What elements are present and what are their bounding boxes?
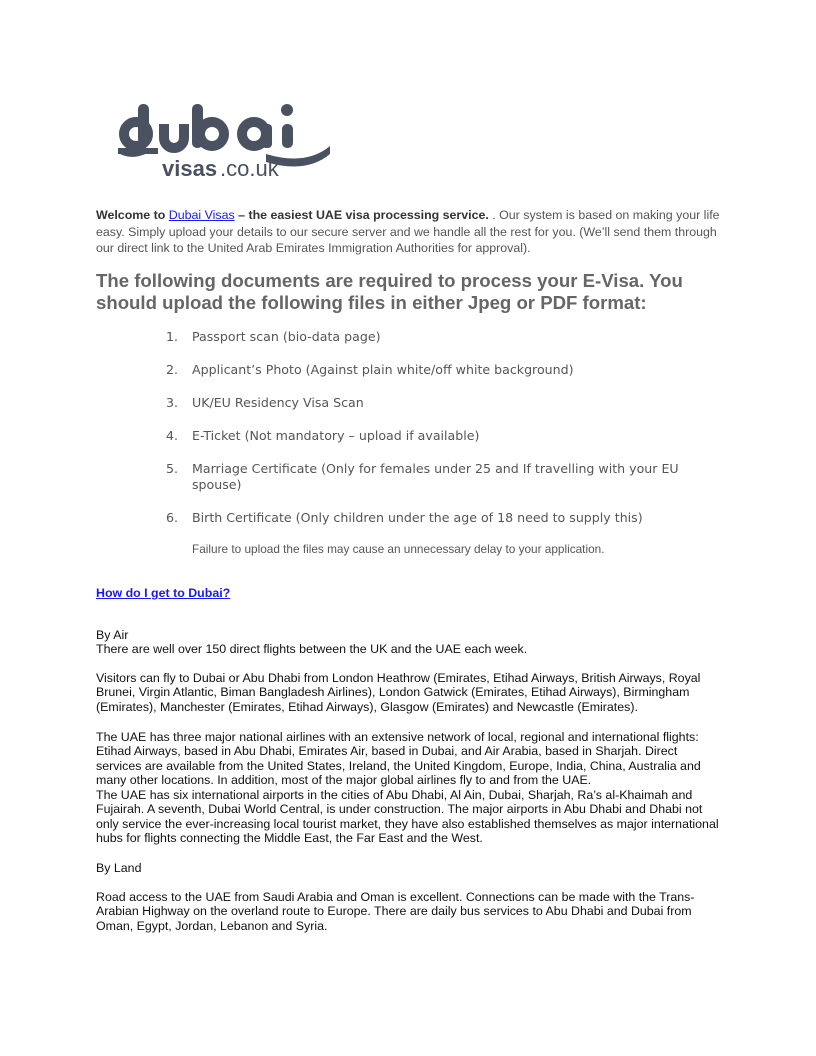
by-land-label: By Land	[96, 861, 142, 875]
by-air-paragraph-1: There are well over 150 direct flights between the UK and the UAE each week.	[96, 642, 528, 656]
list-item	[166, 510, 726, 526]
list-number: 4.	[166, 428, 179, 443]
list-item	[166, 461, 726, 492]
list-item	[166, 395, 726, 411]
by-air-label: By Air	[96, 628, 129, 642]
list-number: 5.	[166, 461, 179, 476]
logo-wordmark	[116, 96, 336, 182]
list-text: Passport scan (bio-data page)	[192, 329, 381, 344]
list-number: 2.	[166, 362, 179, 377]
documents-heading: The following documents are required to process your E-Visa. You should upload the following files in either Jpeg or PDF format:	[96, 270, 683, 313]
logo-tagline-rest: .co.uk	[220, 156, 279, 181]
how-do-i-get-to-dubai-link[interactable]: How do I get to Dubai?	[96, 586, 231, 600]
required-documents-list	[166, 329, 726, 543]
dubai-visas-link[interactable]: Dubai Visas	[168, 208, 235, 222]
intro-rest: . Our system is based on making your life easy. Simply upload your details to our secure server and we handle all the rest for you. (We’ll send them through our direct link to the United Arab Emirates Immigration Authorities for approval).	[96, 208, 720, 255]
dubai-visas-logo	[116, 96, 336, 182]
by-air-paragraph-4: The UAE has six international airports in the cities of Abu Dhabi, Al Ain, Dubai, Sharjah, Ra’s al-Khaimah and Fujairah. A seventh, Dubai World Central, is under construction. The major airports in Abu Dhabi and Dhabi not only service the ever-increasing local tourist market, they have also established themselves as major international hubs for flights connecting the Middle East, the Far East and the West.	[96, 788, 719, 845]
by-air-paragraph-3: The UAE has three major national airlines with an extensive network of local, regional and international flights: Etihad Airways, based in Abu Dhabi, Emirates Air, based in Dubai, and Air Arabia, based in Sharjah. Direct services are available from the United States, Ireland, the United Kingdom, Europe, India, China, Australia and many other locations. In addition, most of the major global airlines fly to and from the UAE.	[96, 730, 701, 787]
list-text: Birth Certificate (Only children under the age of 18 need to supply this)	[192, 509, 643, 525]
list-text: Marriage Certificate (Only for females under 25 and If travelling with your EU spouse)	[192, 461, 679, 492]
list-item	[166, 428, 726, 444]
list-text: E-Ticket (Not mandatory – upload if available)	[192, 428, 480, 443]
list-number: 6.	[166, 509, 179, 525]
by-air-paragraph-2: Visitors can fly to Dubai or Abu Dhabi from London Heathrow (Emirates, Etihad Airways, British Airways, Royal Brunei, Virgin Atlantic, Biman Bangladesh Airlines), London Gatwick (Emirates, Etihad Airways), Birmingham (Emirates), Manchester (Emirates, Etihad Airways), Glasgow (Emirates) and Newcastle (Emirates).	[96, 671, 701, 714]
by-land-paragraph-1: Road access to the UAE from Saudi Arabia and Oman is excellent. Connections can be made with the Trans-Arabian Highway on the overland route to Europe. There are daily bus services to Abu Dhabi and Dubai from Oman, Egypt, Jordan, Lebanon and Syria.	[96, 890, 695, 933]
list-item	[166, 329, 726, 345]
logo-tagline-bold: visas	[162, 156, 218, 181]
list-item	[166, 362, 726, 378]
failure-note: Failure to upload the files may cause an unnecessary delay to your application.	[192, 542, 605, 556]
list-number: 1.	[166, 329, 179, 344]
list-number: 3.	[166, 395, 179, 410]
list-text: Applicant’s Photo (Against plain white/off white background)	[192, 362, 574, 377]
welcome-prefix: Welcome to	[96, 208, 169, 222]
intro-bold-suffix: – the easiest UAE visa processing service.	[234, 208, 489, 222]
intro-paragraph	[96, 207, 720, 257]
list-text: UK/EU Residency Visa Scan	[192, 395, 364, 410]
